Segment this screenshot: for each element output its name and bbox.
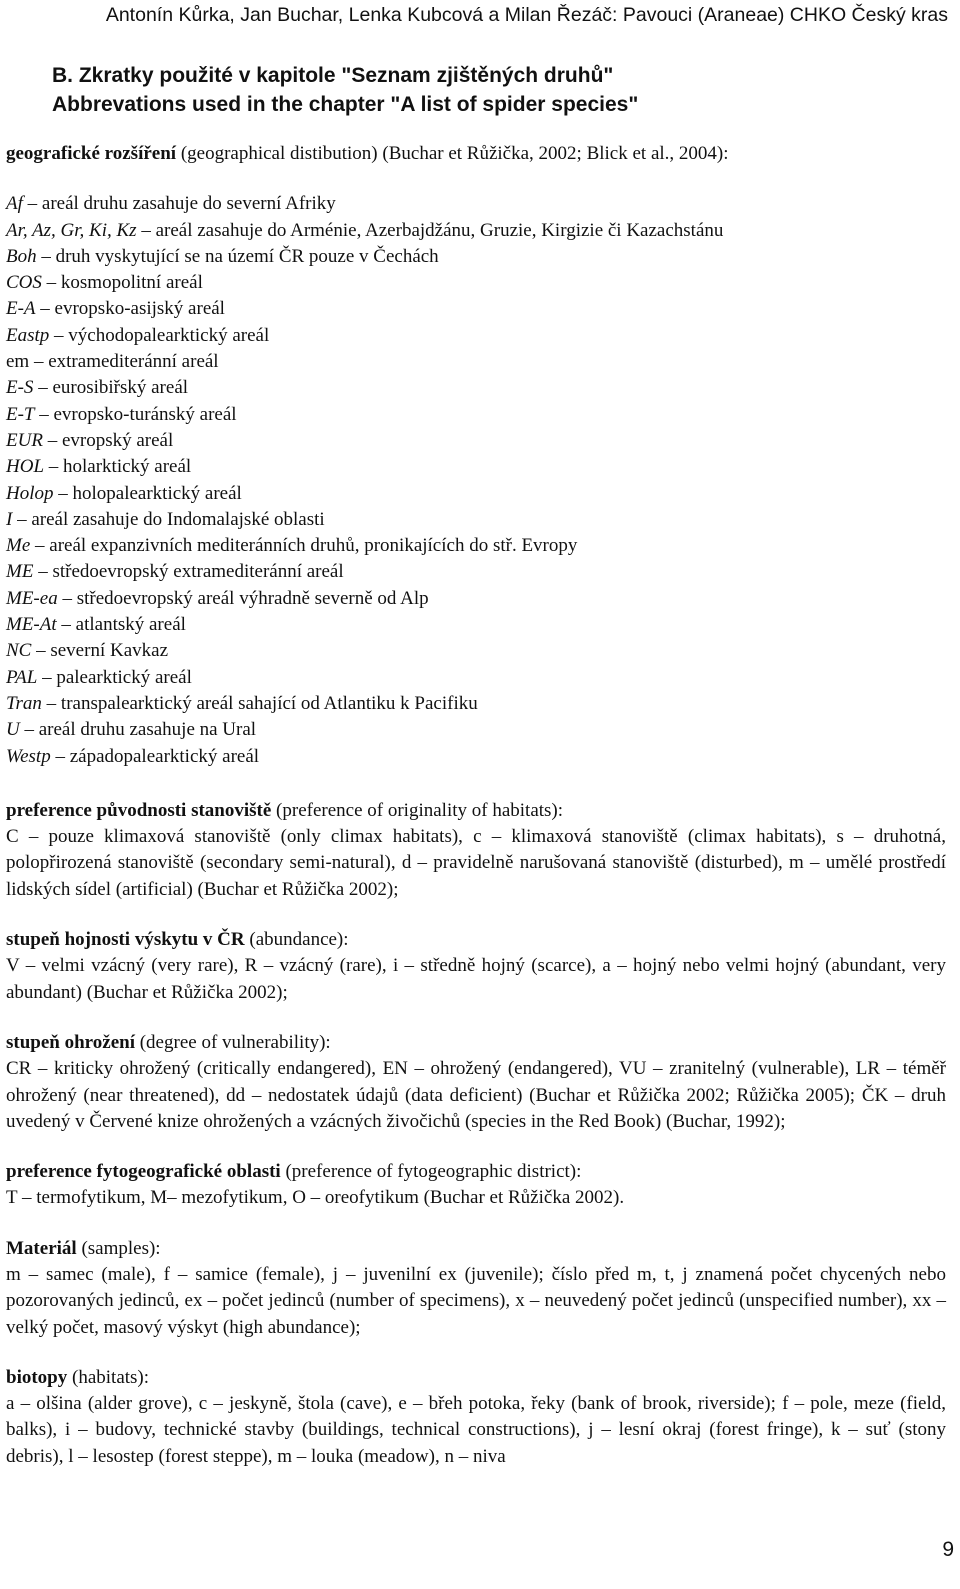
- abbreviation-code: Westp: [6, 745, 51, 767]
- section-heading: [6, 1159, 946, 1185]
- dash-separator: –: [41, 692, 61, 714]
- abbreviation-list: [6, 191, 946, 770]
- abbreviation-code: ME-At: [6, 614, 57, 636]
- page-number: 9: [942, 1538, 954, 1561]
- dash-separator: –: [19, 719, 39, 741]
- abbreviation-row: [6, 559, 946, 585]
- dash-separator: –: [136, 219, 156, 241]
- abbreviation-row: [6, 638, 946, 664]
- abbreviation-code: E-T: [6, 403, 35, 425]
- abbreviation-code: em: [6, 351, 30, 373]
- dash-separator: –: [41, 272, 61, 294]
- abbreviation-row: [6, 428, 946, 454]
- section-text: a – olšina (alder grove), c – jeskyně, štola (cave), e – břeh potoka, řeky (bank of brook, riverside); f – pole, meze (field, balks), i – budovy, technické stavby (buildings, technical constructions), j – lesní okraj (forest fringe), k – suť (stony debris), l – lesostep (forest steppe), m – louka (meadow), n – niva: [6, 1393, 946, 1467]
- abbreviation-row: [6, 481, 946, 507]
- abbreviation-code: ME: [6, 561, 34, 583]
- abbreviation-description: holarktický areál: [63, 456, 192, 478]
- abbreviation-row: [6, 244, 946, 270]
- abbreviation-description: evropský areál: [61, 429, 174, 451]
- dash-separator: –: [37, 666, 57, 688]
- abbreviation-description: kosmopolitní areál: [60, 272, 203, 294]
- running-header: Antonín Kůrka, Jan Buchar, Lenka Kubcová a Milan Řezáč: Pavouci (Araneae) CHKO Český kras: [105, 4, 948, 26]
- abbreviation-row: [6, 349, 946, 375]
- abbreviation-row: [6, 323, 946, 349]
- abbreviation-description: palearktický areál: [56, 666, 192, 688]
- abbreviation-code: Holop: [6, 482, 54, 504]
- section-heading: [6, 927, 946, 953]
- section-text: C – pouze klimaxová stanoviště (only climax habitats), c – klimaxová stanoviště (climax habitats), s – druhotná, polopřirozená stanoviště (secondary semi-natural), d – pravidelně narušovaná stanoviště (disturbed), m – umělé prostředí lidských sídel (artificial) (Buchar et Růžička 2002);: [6, 826, 946, 900]
- dash-separator: –: [31, 640, 51, 662]
- abbreviation-row: [6, 612, 946, 638]
- legend-section: [6, 798, 946, 903]
- section-heading-rest: (preference of fytogeographic district):: [280, 1161, 582, 1183]
- section-heading: [6, 1030, 946, 1056]
- section-text: m – samec (male), f – samice (female), j – juvenilní ex (juvenile); číslo před m, t, j znamená počet chycených nebo pozorovaných jedinců, ex – počet jedinců (number of specimens), x – neuvedený počet jedinců (unspecified number), xx – velký počet, masový výskyt (high abundance);: [6, 1263, 946, 1338]
- dash-separator: –: [22, 193, 42, 215]
- abbreviation-description: druh vyskytující se na území ČR pouze v Čechách: [55, 245, 439, 267]
- abbreviation-description: západopalearktický areál: [69, 745, 260, 767]
- dash-separator: –: [50, 745, 70, 767]
- section-heading-bold: geografické rozšíření: [6, 143, 177, 164]
- section-heading-rest: (geographical distibution) (Buchar et Růžička, 2002; Blick et al., 2004):: [176, 143, 729, 164]
- dash-separator: –: [44, 456, 64, 478]
- abbreviation-description: areál zasahuje do Arménie, Azerbajdžánu, Gruzie, Kirgizie či Kazachstánu: [155, 219, 724, 241]
- section-heading-rest: (abundance):: [244, 929, 349, 951]
- abbreviation-code: I: [6, 508, 13, 530]
- abbreviation-row: [6, 296, 946, 322]
- section-heading-rest: (habitats):: [67, 1366, 150, 1388]
- legend-section: [6, 1030, 946, 1135]
- abbreviation-row: [6, 691, 946, 717]
- title-english: Abbrevations used in the chapter "A list of spider species": [52, 93, 639, 116]
- abbreviation-code: PAL: [6, 666, 38, 688]
- abbreviation-code: U: [6, 719, 20, 741]
- abbreviation-row: [6, 191, 946, 217]
- abbreviation-description: areál expanzivních mediteránních druhů, pronikajících do stř. Evropy: [49, 535, 578, 557]
- sections-container: [6, 798, 946, 1470]
- dash-separator: –: [12, 508, 32, 530]
- abbreviation-description: atlantský areál: [75, 614, 186, 636]
- document-body: [6, 141, 946, 1470]
- abbreviation-description: středoevropský areál výhradně severně od Alp: [76, 587, 429, 609]
- abbreviation-description: holopalearktický areál: [72, 482, 242, 504]
- dash-separator: –: [49, 324, 69, 346]
- abbreviation-description: východopalearktický areál: [68, 324, 270, 346]
- abbreviation-code: Eastp: [6, 324, 50, 346]
- legend-section: [6, 927, 946, 1006]
- abbreviation-row: [6, 402, 946, 428]
- abbreviation-row: [6, 454, 946, 480]
- dash-separator: –: [35, 298, 55, 320]
- dash-separator: –: [56, 614, 76, 636]
- abbreviation-row: [6, 270, 946, 296]
- abbreviation-description: transpalearktický areál sahající od Atlantiku k Pacifiku: [60, 692, 478, 714]
- appendix-title: [52, 61, 638, 119]
- title-czech: B. Zkratky použité v kapitole "Seznam zjištěných druhů": [52, 64, 614, 87]
- legend-section: [6, 1365, 946, 1470]
- dash-separator: –: [30, 535, 50, 557]
- abbreviation-description: severní Kavkaz: [50, 640, 168, 662]
- abbreviation-code: E-A: [6, 298, 36, 320]
- section-heading: [6, 798, 946, 824]
- dash-separator: –: [33, 561, 53, 583]
- section-heading-bold: stupeň ohrožení: [6, 1031, 135, 1053]
- abbreviation-code: Ar, Az, Gr, Ki, Kz: [6, 219, 137, 241]
- abbreviation-code: Boh: [6, 245, 37, 267]
- abbreviation-row: [6, 507, 946, 533]
- abbreviation-code: Tran: [6, 692, 42, 714]
- abbreviation-code: E-S: [6, 377, 34, 399]
- abbreviation-description: středoevropský extramediteránní areál: [52, 561, 344, 583]
- dash-separator: –: [29, 351, 49, 373]
- dash-separator: –: [36, 245, 56, 267]
- legend-section: [6, 1159, 946, 1212]
- abbreviation-description: areál zasahuje do Indomalajské oblasti: [31, 508, 325, 530]
- abbreviation-row: [6, 375, 946, 401]
- dash-separator: –: [57, 587, 77, 609]
- abbreviation-code: HOL: [6, 456, 45, 478]
- dash-separator: –: [33, 377, 53, 399]
- section-heading-bold: preference fytogeografické oblasti: [6, 1161, 281, 1183]
- abbreviation-description: areál druhu zasahuje do severní Afriky: [41, 193, 336, 215]
- abbreviation-code: NC: [6, 640, 32, 662]
- dash-separator: –: [34, 403, 54, 425]
- section-heading-bold: stupeň hojnosti výskytu v ČR: [6, 929, 245, 951]
- abbreviation-description: eurosibiřský areál: [52, 377, 189, 399]
- abbreviation-row: [6, 665, 946, 691]
- abbreviation-row: [6, 744, 946, 770]
- legend-section: [6, 1236, 946, 1341]
- abbreviation-description: evropsko-asijský areál: [54, 298, 225, 320]
- abbreviation-description: evropsko-turánský areál: [53, 403, 237, 425]
- abbreviation-description: areál druhu zasahuje na Ural: [38, 719, 257, 741]
- section-heading-bold: Materiál: [6, 1237, 77, 1259]
- section-text: T – termofytikum, M– mezofytikum, O – oreofytikum (Buchar et Růžička 2002).: [6, 1187, 625, 1209]
- abbreviation-row: [6, 218, 946, 244]
- abbreviation-row: [6, 586, 946, 612]
- section-heading-rest: (samples):: [76, 1237, 161, 1259]
- dash-separator: –: [42, 429, 62, 451]
- abbreviation-code: Af: [6, 193, 23, 215]
- abbreviation-row: [6, 533, 946, 559]
- section-text: CR – kriticky ohrožený (critically endangered), EN – ohrožený (endangered), VU – zranitelný (vulnerable), LR – téměř ohrožený (near threatened), dd – nedostatek údajů (data deficient) (Buchar et Růžička 2002; Růžička 2005); ČK – druh uvedený v Červené knize ohrožených a vzácných živočichů (species in the Red Book) (Buchar, 1992);: [6, 1058, 946, 1132]
- section-heading: [6, 1365, 946, 1391]
- section-heading-rest: (degree of vulnerability):: [134, 1031, 331, 1053]
- section-heading-bold: preference původnosti stanoviště: [6, 799, 272, 821]
- section-heading-bold: biotopy: [6, 1366, 68, 1388]
- abbreviation-code: ME-ea: [6, 587, 58, 609]
- dash-separator: –: [53, 482, 73, 504]
- abbreviation-description: extramediteránní areál: [48, 351, 219, 373]
- abbreviation-code: COS: [6, 272, 42, 294]
- section-text: V – velmi vzácný (very rare), R – vzácný (rare), i – středně hojný (scarce), a – hojný nebo velmi hojný (abundant, very abundant) (Buchar et Růžička 2002);: [6, 955, 946, 1003]
- section-heading: [6, 1236, 946, 1262]
- abbreviation-code: EUR: [6, 429, 43, 451]
- abbreviation-code: Me: [6, 535, 31, 557]
- abbreviation-row: [6, 717, 946, 743]
- geo-section-heading: [6, 141, 946, 167]
- section-heading-rest: (preference of originality of habitats):: [271, 799, 564, 821]
